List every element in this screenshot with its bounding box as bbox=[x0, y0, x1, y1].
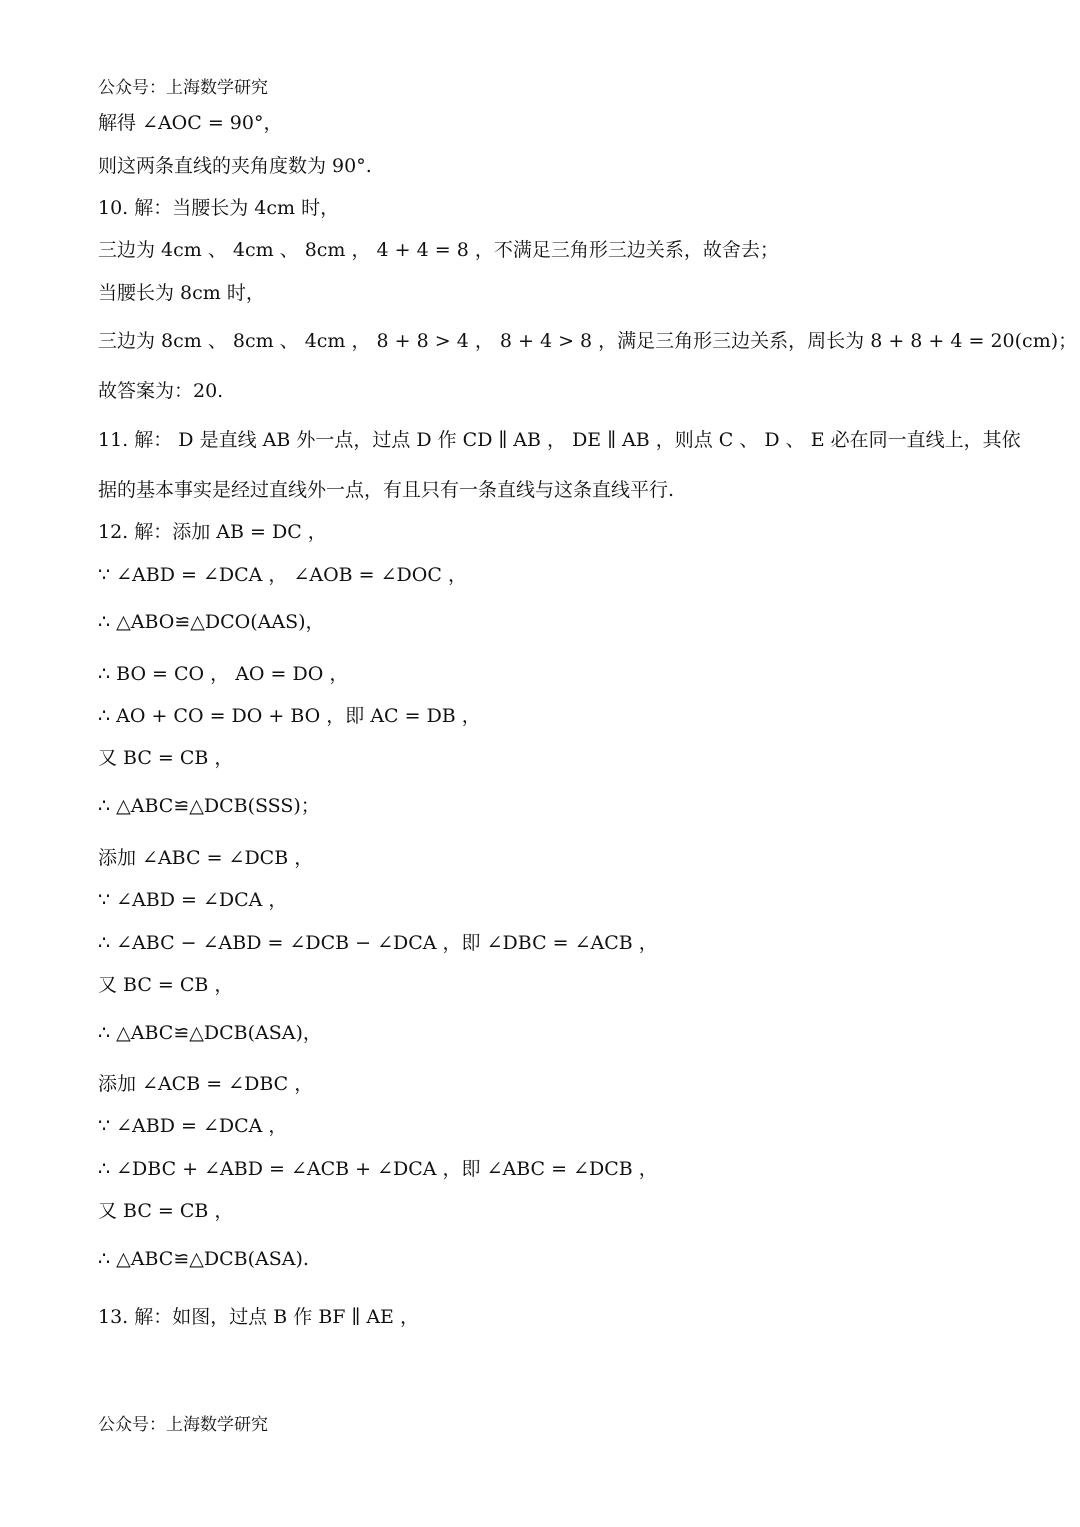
text-line: ∴ △ABC≌△DCB(SSS)； bbox=[98, 795, 320, 817]
text-line: ∴ BO = CO ， AO = DO ， bbox=[98, 663, 349, 685]
page-footer: 公众号：上海数学研究 bbox=[98, 1415, 268, 1435]
text-line: 添加 ∠ABC = ∠DCB ， bbox=[98, 847, 314, 869]
text-line: ∴ AO + CO = DO + BO ，即 AC = DB ， bbox=[98, 705, 481, 727]
text-line: 11. 解： D 是直线 AB 外一点，过点 D 作 CD ∥ AB ， DE ∥ AB ，则点 C 、 D 、 E 必在同一直线上，其依 bbox=[98, 429, 1021, 451]
text-line: 13. 解：如图，过点 B 作 BF ∥ AE ， bbox=[98, 1306, 419, 1328]
text-line: 据的基本事实是经过直线外一点，有且只有一条直线与这条直线平行. bbox=[98, 479, 675, 501]
text-line: 故答案为：20. bbox=[98, 380, 224, 402]
text-line: 添加 ∠ACB = ∠DBC ， bbox=[98, 1073, 314, 1095]
text-line: ∵ ∠ABD = ∠DCA ， ∠AOB = ∠DOC ， bbox=[98, 564, 467, 586]
text-line: ∵ ∠ABD = ∠DCA ， bbox=[98, 1115, 288, 1137]
text-line: ∵ ∠ABD = ∠DCA ， bbox=[98, 889, 288, 911]
text-line: 又 BC = CB ， bbox=[98, 1200, 234, 1222]
page-header: 公众号：上海数学研究 bbox=[98, 78, 268, 98]
text-line: 12. 解：添加 AB = DC ， bbox=[98, 521, 327, 543]
text-line: ∴ △ABC≌△DCB(ASA)， bbox=[98, 1022, 322, 1044]
text-line: 解得 ∠AOC = 90°， bbox=[98, 112, 283, 134]
text-line: 则这两条直线的夹角度数为 90°. bbox=[98, 155, 372, 177]
text-line: 又 BC = CB ， bbox=[98, 747, 234, 769]
text-line: ∴ ∠DBC + ∠ABD = ∠ACB + ∠DCA ，即 ∠ABC = ∠DCB ， bbox=[98, 1158, 658, 1180]
text-line: 当腰长为 8cm 时， bbox=[98, 282, 265, 304]
text-line: 又 BC = CB ， bbox=[98, 974, 234, 996]
text-line: ∴ ∠ABC − ∠ABD = ∠DCB − ∠DCA ，即 ∠DBC = ∠ACB ， bbox=[98, 932, 658, 954]
text-line: ∴ △ABC≌△DCB(ASA). bbox=[98, 1248, 309, 1270]
text-line: ∴ △ABO≌△DCO(AAS)， bbox=[98, 611, 325, 633]
text-line: 三边为 4cm 、 4cm 、 8cm ， 4 + 4 = 8 ，不满足三角形三边关系，故舍去； bbox=[98, 239, 779, 261]
text-line: 三边为 8cm 、 8cm 、 4cm ， 8 + 8 > 4 ， 8 + 4 > 8 ，满足三角形三边关系，周长为 8 + 8 + 4 = 20(cm)； bbox=[98, 330, 1078, 352]
text-line: 10. 解：当腰长为 4cm 时， bbox=[98, 197, 340, 219]
